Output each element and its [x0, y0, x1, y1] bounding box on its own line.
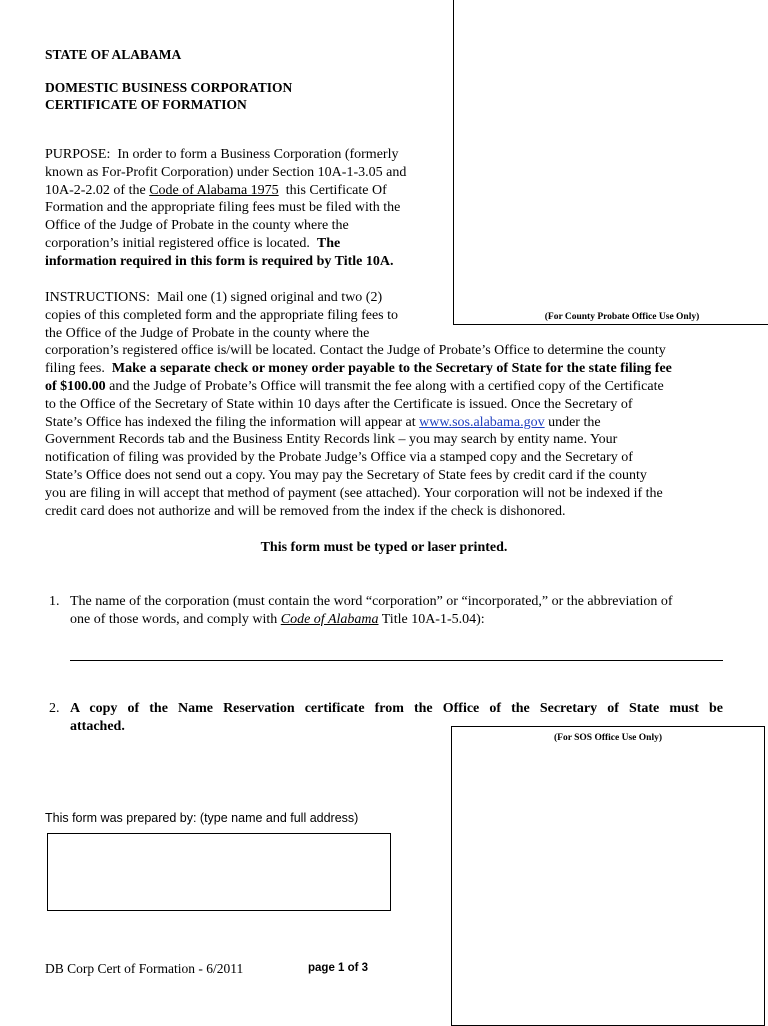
state-heading: STATE OF ALABAMA — [45, 47, 182, 62]
form-id-footer: DB Corp Cert of Formation - 6/2011 — [45, 961, 244, 976]
instructions-paragraph: INSTRUCTIONS: Mail one (1) signed original and two (2) copies of this completed form and the appropriate filing fees to the Office of the Judge of Probate in the county where the corporation’s registered office is/will be located. Contact the Judge of Probate’s Office to determine the county filing fees. Make a separate check or money order payable to the Secretary of State for the state filing fee of $100.00 and the Judge of Probate’s Office will transmit the fee along with a certified copy of the Certificate to the Office of the Secretary of State within 10 days after the Certificate is issued. Once the Secretary of State’s Office has indexed the filing the information will appear at www.sos.alabama.gov under the Government Records tab and the Business Entity Records link – you may search by entity name. Your notification of filing was provided by the Probate Judge’s Office via a stamped copy and the Secretary of State’s Office does not send out a copy. You may pay the Secretary of State fees by credit card if the county you are filing in will accept that method of payment (see attached). Your corporation will not be indexed if the credit card does not authorize and will be removed from the index if the check is dishonored. — [45, 290, 672, 519]
form-title-line2: CERTIFICATE OF FORMATION — [45, 97, 247, 112]
item2-text: A copy of the Name Reservation certificate from the Office of the Secretary of State must be attached. — [70, 701, 723, 734]
sos-office-use-label: (For SOS Office Use Only) — [553, 733, 662, 743]
form-title-line1: DOMESTIC BUSINESS CORPORATION — [45, 80, 293, 95]
item1-text: The name of the corporation (must contain the word “corporation” or “incorporated,” or the abbreviation of one of those words, and comply with Code of Alabama Title 10A-1-5.04): — [70, 594, 673, 627]
item2-number: 2. — [49, 701, 60, 716]
purpose-label: PURPOSE: — [45, 147, 111, 162]
sos-office-use-box — [451, 726, 765, 1026]
sos-website-link[interactable]: www.sos.alabama.gov — [419, 414, 545, 430]
purpose-paragraph: PURPOSE: In order to form a Business Corporation (formerly known as For-Profit Corporation) under Section 10A-1-3.05 and 10A-2-2.02 of the Code of Alabama 1975 this Certificate Of Formation and the appropriate filing fees must be filed with the Office of the Judge of Probate in the county where the corporation’s initial registered office is located. The information required in this form is required by Title 10A. — [45, 147, 407, 269]
prepared-by-label: This form was prepared by: (type name and full address) — [45, 811, 359, 825]
corporation-name-line[interactable] — [70, 660, 723, 661]
instructions-label: INSTRUCTIONS: — [45, 290, 151, 305]
page-number: page 1 of 3 — [308, 962, 369, 974]
item1-number: 1. — [49, 594, 60, 609]
code-of-alabama-italic: Code of Alabama — [280, 611, 379, 627]
code-of-alabama-reference: Code of Alabama 1975 — [149, 182, 279, 198]
county-office-use-label: (For County Probate Office Use Only) — [544, 312, 700, 322]
prepared-by-field[interactable] — [47, 833, 391, 911]
typed-notice: This form must be typed or laser printed. — [260, 540, 508, 555]
